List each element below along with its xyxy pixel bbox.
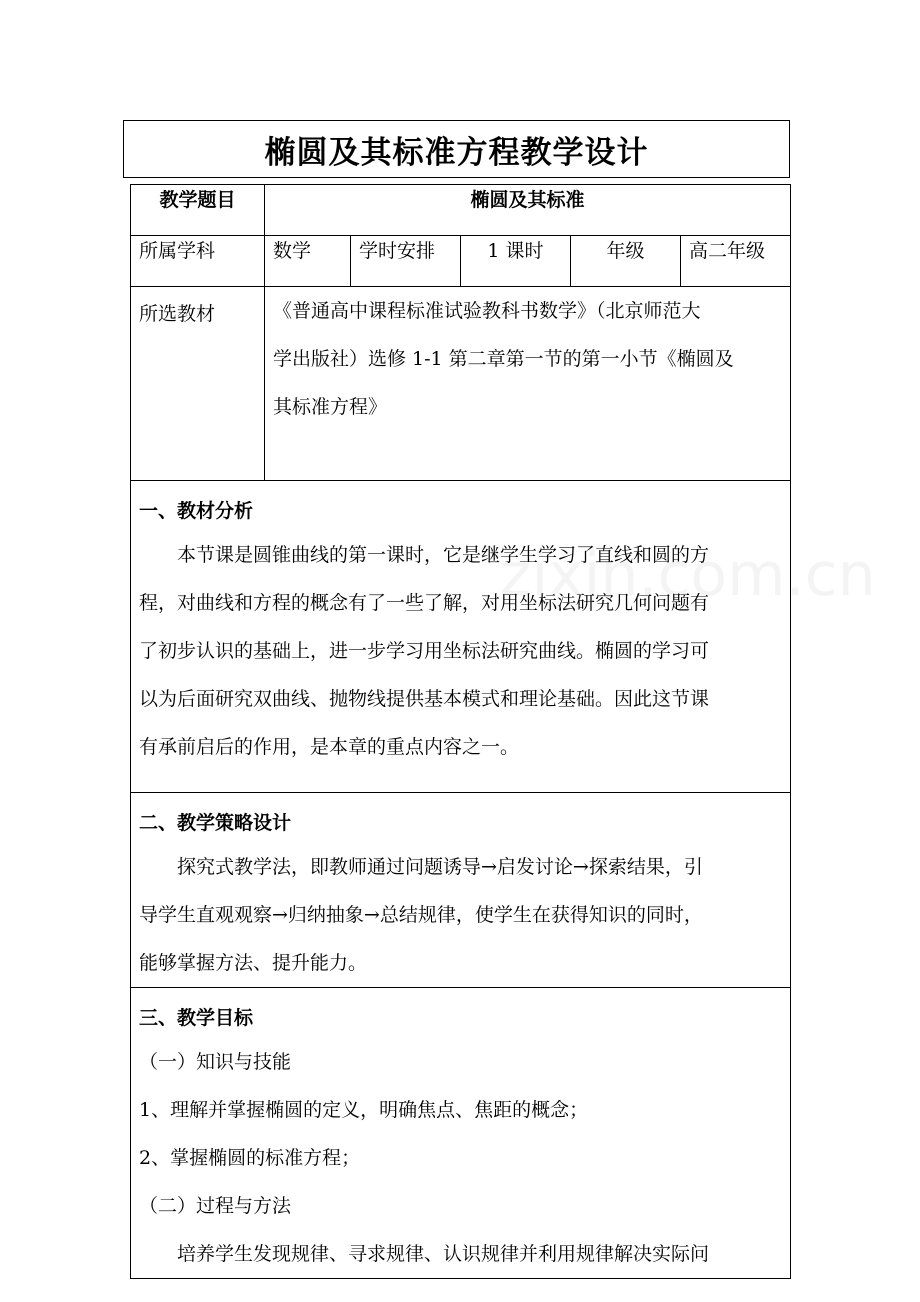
section-goals bbox=[131, 988, 791, 1279]
section-analysis bbox=[131, 481, 791, 793]
grade-label: 年级 bbox=[571, 236, 681, 287]
paragraph-line: 培养学生发现规律、寻求规律、认识规律并利用规律解决实际问 bbox=[177, 1243, 710, 1265]
subject-row bbox=[131, 236, 791, 287]
paragraph-line: 能够掌握方法、提升能力。 bbox=[139, 952, 368, 974]
section-strategy bbox=[131, 793, 791, 988]
section-goals-cell bbox=[131, 988, 791, 1279]
section-heading: 三、教学目标 bbox=[139, 1007, 254, 1029]
goal-item: 1、理解并掌握椭圆的定义，明确焦点、焦距的概念； bbox=[139, 1099, 589, 1121]
topic-row bbox=[131, 185, 791, 236]
subsection-heading: （一）知识与技能 bbox=[139, 1051, 292, 1073]
document-title: 椭圆及其标准方程教学设计 bbox=[264, 134, 649, 171]
paragraph-line: 本节课是圆锥曲线的第一课时，它是继学生学习了直线和圆的方 bbox=[177, 544, 710, 566]
textbook-label: 所选教材 bbox=[131, 287, 265, 481]
topic-label: 教学题目 bbox=[131, 185, 265, 236]
hours-label: 学时安排 bbox=[351, 236, 461, 287]
textbook-line: 其标准方程》 bbox=[273, 396, 388, 418]
topic-value: 椭圆及其标准 bbox=[265, 185, 791, 236]
hours-value: 1 课时 bbox=[461, 236, 571, 287]
subject-label: 所属学科 bbox=[131, 236, 265, 287]
paragraph-line: 以为后面研究双曲线、抛物线提供基本模式和理论基础。因此这节课 bbox=[139, 688, 710, 710]
goal-item: 2、掌握椭圆的标准方程； bbox=[139, 1147, 361, 1169]
textbook-row bbox=[131, 287, 791, 481]
lesson-plan-table bbox=[130, 184, 791, 1279]
watermark bbox=[500, 540, 876, 610]
subsection-heading: （二）过程与方法 bbox=[139, 1195, 292, 1217]
paragraph-line: 了初步认识的基础上，进一步学习用坐标法研究曲线。椭圆的学习可 bbox=[139, 640, 710, 662]
paragraph-line: 导学生直观观察→归纳抽象→总结规律，使学生在获得知识的同时， bbox=[139, 904, 703, 926]
paragraph-line: 探究式教学法，即教师通过问题诱导→启发讨论→探索结果，引 bbox=[177, 856, 703, 878]
textbook-line: 学出版社）选修 1-1 第二章第一节的第一小节《椭圆及 bbox=[273, 348, 734, 370]
textbook-cell bbox=[265, 287, 791, 481]
paragraph-line: 程，对曲线和方程的概念有了一些了解，对用坐标法研究几何问题有 bbox=[139, 592, 710, 614]
title-box bbox=[123, 120, 790, 178]
subject-value: 数学 bbox=[265, 236, 351, 287]
section-heading: 一、教材分析 bbox=[139, 500, 254, 522]
grade-value: 高二年级 bbox=[681, 236, 791, 287]
paragraph-line: 有承前启后的作用，是本章的重点内容之一。 bbox=[139, 736, 520, 758]
textbook-line: 《普通高中课程标准试验教科书数学》（北京师范大 bbox=[273, 300, 701, 322]
section-strategy-cell bbox=[131, 793, 791, 988]
section-analysis-cell bbox=[131, 481, 791, 793]
section-heading: 二、教学策略设计 bbox=[139, 812, 292, 834]
